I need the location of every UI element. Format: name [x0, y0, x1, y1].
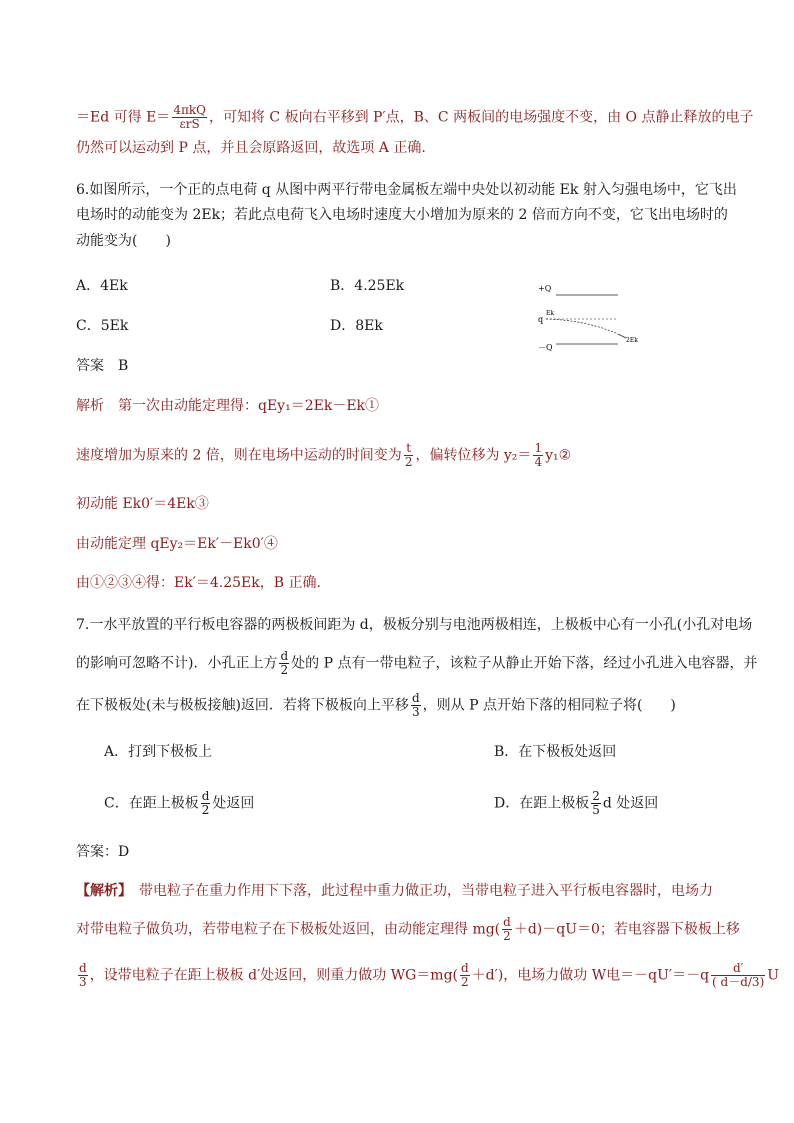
q7-option-c-b: 处返回	[212, 795, 255, 812]
q7-option-d-b: d 处返回	[602, 795, 659, 812]
q6-analysis-1: 解析 第一次由动能定理得：qEy₁＝2Ek－Ek①	[76, 398, 380, 414]
fraction	[404, 442, 414, 469]
analysis-tag: 【解析】	[76, 883, 125, 899]
fraction	[711, 962, 765, 989]
fraction-num: d	[79, 961, 87, 975]
fraction-num: 1	[534, 441, 543, 455]
q7-analysis-3-b: ＋d′)，电场力做功 W电＝－qU′＝－q	[471, 967, 710, 984]
q7-stem-2	[76, 650, 757, 677]
fraction-num: d	[411, 691, 420, 705]
diagram-top-label: +Q	[538, 284, 552, 293]
q6-analysis-5: 由①②③④得：Ek′＝4.25Ek，B 正确.	[76, 575, 321, 591]
fraction-num: d	[201, 789, 210, 803]
q6-analysis-4: 由动能定理 qEy₂＝Ek′－Ek0′④	[76, 536, 278, 552]
fraction	[279, 650, 289, 677]
prev-line-1	[76, 104, 753, 131]
fraction-den: 4	[534, 455, 543, 469]
fraction-num: d	[461, 961, 469, 975]
q7-option-b: B．在下极板处返回	[494, 744, 617, 760]
fraction-num: t	[404, 442, 414, 456]
diagram-bottom-label: －Q	[538, 343, 553, 352]
diagram-exit-label: 2Ek	[626, 337, 638, 344]
q7-stem-1: 7.一水平放置的平行板电容器的两极板间距为 d，极板分别与电池两极相连，上极板中心有一小孔(小孔对电场	[76, 617, 753, 633]
fraction-den: 2	[503, 929, 511, 943]
q6-option-b: B．4.25Ek	[330, 278, 405, 294]
trajectory	[546, 319, 618, 334]
fraction-den: 2	[461, 975, 469, 989]
fraction-den: 3	[411, 705, 420, 719]
q6-stem-2: 电场时的动能变为 2Ek；若此点电荷飞入电场时速度大小增加为原来的 2 倍而方向不变，它飞出电场时的	[76, 207, 728, 223]
q7-stem-2-a: 的影响可忽略不计)．小孔正上方	[76, 655, 278, 672]
fraction-den: εrS	[179, 117, 200, 131]
fraction	[533, 442, 543, 469]
q6-answer: 答案 B	[76, 358, 129, 374]
q7-stem-2-b: 处的 P 点有一带电粒子，该粒子从静止开始下落，经过小孔进入电容器，并	[291, 655, 758, 672]
q7-answer: 答案：D	[76, 844, 130, 860]
prev-line-1-b: ，可知将 C 板向右平移到 P′点，B、C 两板间的电场强度不变，由 O 点静止释放的电子	[208, 109, 754, 126]
q6-analysis-2	[76, 442, 571, 469]
fraction	[591, 790, 601, 817]
q7-option-d-a: D．在距上极板	[494, 795, 590, 812]
fraction-num: d	[280, 649, 289, 663]
q7-analysis-1	[76, 881, 713, 901]
fraction-num: 2	[592, 789, 600, 803]
q7-option-a: A．打到下极板上	[104, 744, 213, 760]
q6-analysis-2-b: ，偏转位移为 y₂＝	[415, 447, 532, 464]
q6-stem-1: 6.如图所示，一个正的点电荷 q 从图中两平行带电金属板左端中央处以初动能 Ek 射入匀强电场中，它飞出	[76, 182, 737, 198]
fraction	[411, 692, 421, 719]
q7-stem-3-b: ，则从 P 点开始下落的相同粒子将( )	[422, 697, 676, 714]
q7-option-c	[104, 790, 254, 817]
q7-analysis-3-a: ，设带电粒子在距上极板 d′处返回，则重力做功 WG＝mg(	[89, 967, 458, 984]
fraction	[78, 962, 88, 989]
fraction	[502, 916, 512, 943]
fraction-den: ( d－d/3)	[712, 975, 765, 989]
q6-analysis-2-a: 速度增加为原来的 2 倍，则在电场中运动的时间变为	[76, 447, 402, 464]
fraction	[172, 104, 207, 131]
fraction	[460, 962, 470, 989]
fraction-den: 5	[592, 803, 600, 817]
q6-analysis-3: 初动能 Ek0′＝4Ek③	[76, 496, 209, 512]
prev-line-2: 仍然可以运动到 P 点，并且会原路返回，故选项 A 正确.	[76, 140, 426, 156]
fraction	[201, 790, 211, 817]
q7-analysis-2-a: 对带电粒子做负功，若带电粒子在下极板处返回，由动能定理得 mg(	[76, 921, 501, 938]
q7-stem-3-a: 在下极板处(未与极板接触)返回．若将下极板向上平移	[76, 697, 409, 714]
q6-analysis-2-c: y₁②	[545, 447, 572, 464]
q7-analysis-1-text: 带电粒子在重力作用下下落，此过程中重力做正功，当带电粒子进入平行板电容器时，电场力	[125, 883, 713, 899]
q6-stem-3: 动能变为( )	[76, 233, 171, 249]
fraction-den: 2	[404, 455, 413, 469]
q7-stem-3	[76, 692, 676, 719]
q7-analysis-2	[76, 916, 740, 943]
q7-option-d	[494, 790, 658, 817]
fraction-den: 2	[201, 803, 210, 817]
q6-option-c: C．5Ek	[76, 318, 129, 334]
fraction-num: d	[503, 915, 511, 929]
diagram-ek-label: Ek	[546, 310, 555, 317]
fraction-den: 2	[280, 663, 289, 677]
prev-line-1-a: ＝Ed 可得 E＝	[76, 109, 171, 126]
fraction-num: 4πkQ	[173, 103, 206, 117]
exit-arrow	[618, 334, 626, 338]
fraction-num: d′	[711, 962, 765, 976]
q6-option-d: D．8Ek	[330, 318, 383, 334]
q6-option-a: A．4Ek	[76, 278, 128, 294]
diagram-charge-label: q	[538, 315, 544, 324]
fraction-den: 3	[79, 975, 87, 989]
q7-option-c-a: C．在距上极板	[104, 795, 199, 812]
q7-analysis-3-c: U	[767, 967, 780, 984]
capacitor-diagram	[536, 282, 656, 356]
q7-analysis-3	[76, 962, 779, 989]
q7-analysis-2-b: ＋d)－qU＝0；若电容器下极板上移	[513, 921, 740, 938]
